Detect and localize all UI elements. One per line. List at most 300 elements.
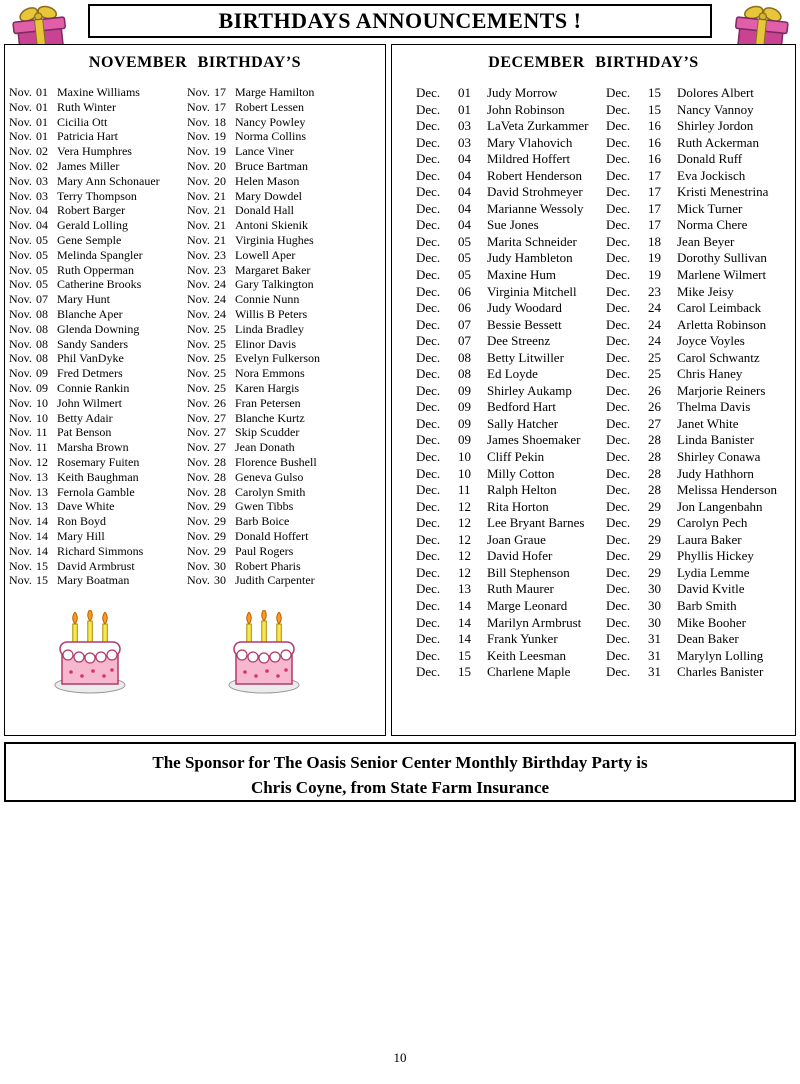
birthday-row [9, 514, 185, 529]
birthday-month: Dec. [416, 118, 441, 134]
birthday-name: Marianne Wessoly [487, 200, 584, 216]
birthday-row [416, 85, 604, 102]
birthday-month: Dec. [416, 233, 441, 249]
birthday-day: 26 [214, 395, 226, 410]
birthday-name: Karen Hargis [235, 380, 300, 395]
birthday-row [606, 449, 794, 466]
birthday-name: Marjorie Reiners [677, 382, 766, 398]
birthday-month: Nov. [187, 395, 210, 410]
birthday-day: 21 [214, 232, 226, 247]
birthday-day: 25 [214, 321, 226, 336]
birthday-row [187, 100, 383, 115]
birthday-month: Dec. [416, 449, 441, 465]
birthday-day: 24 [648, 300, 661, 316]
birthday-month: Dec. [416, 267, 441, 283]
birthday-row [9, 366, 185, 381]
birthday-day: 27 [214, 410, 226, 425]
birthday-name: Milly Cotton [487, 465, 555, 481]
birthday-row [187, 455, 383, 470]
birthday-row [606, 515, 794, 532]
birthday-month: Dec. [416, 415, 441, 431]
birthday-day: 30 [648, 614, 661, 630]
birthday-month: Nov. [9, 188, 32, 203]
birthday-day: 03 [458, 118, 471, 134]
birthday-name: Arletta Robinson [677, 316, 767, 332]
birthday-month: Dec. [416, 548, 441, 564]
birthday-row [9, 203, 185, 218]
birthday-month: Dec. [416, 333, 441, 349]
birthday-name: Gwen Tibbs [235, 499, 294, 514]
birthday-name: Keith Leesman [487, 647, 567, 663]
birthday-month: Nov. [187, 321, 210, 336]
birthday-name: Connie Rankin [57, 380, 130, 395]
birthday-name: Lydia Lemme [677, 564, 750, 580]
birthday-day: 17 [648, 167, 661, 183]
birthday-name: Linda Bradley [235, 321, 304, 336]
birthday-day: 01 [458, 101, 471, 117]
birthday-row [9, 144, 185, 159]
birthday-day: 12 [458, 548, 471, 564]
birthday-row [416, 664, 604, 681]
birthday-name: Mary Hunt [57, 292, 110, 307]
birthday-month: Nov. [187, 351, 210, 366]
birthday-day: 24 [214, 277, 226, 292]
birthday-row [9, 337, 185, 352]
birthday-row [9, 499, 185, 514]
birthday-name: David Kvitle [677, 581, 745, 597]
birthday-name: Nora Emmons [235, 366, 305, 381]
birthday-row [9, 351, 185, 366]
birthday-name: Marilyn Armbrust [487, 614, 582, 630]
birthday-row [416, 284, 604, 301]
birthday-month: Dec. [416, 399, 441, 415]
birthday-row [606, 350, 794, 367]
birthday-day: 05 [458, 233, 471, 249]
birthday-day: 17 [648, 217, 661, 233]
birthday-day: 09 [458, 415, 471, 431]
birthday-month: Nov. [9, 543, 32, 558]
birthday-month: Dec. [416, 664, 441, 680]
birthday-month: Nov. [9, 573, 32, 588]
birthday-month: Nov. [187, 484, 210, 499]
birthday-name: Laura Baker [677, 531, 742, 547]
birthday-row [416, 581, 604, 598]
birthday-row [416, 118, 604, 135]
birthday-month: Nov. [187, 380, 210, 395]
birthday-row [416, 565, 604, 582]
birthday-name: Janet White [677, 415, 739, 431]
birthday-name: Carolyn Pech [677, 515, 748, 531]
birthday-name: Melissa Henderson [677, 482, 778, 498]
birthday-row [9, 174, 185, 189]
birthday-name: Mike Booher [677, 614, 746, 630]
birthday-month: Dec. [416, 432, 441, 448]
birthday-row [187, 366, 383, 381]
november-column-1 [9, 85, 185, 588]
birthday-row [9, 559, 185, 574]
birthday-row [416, 598, 604, 615]
birthday-row [187, 203, 383, 218]
birthday-month: Nov. [187, 173, 210, 188]
birthday-name: Marita Schneider [487, 233, 577, 249]
birthday-day: 02 [36, 144, 48, 159]
birthday-day: 27 [214, 425, 226, 440]
birthday-row [9, 189, 185, 204]
birthday-row [187, 174, 383, 189]
birthday-cake-icon [51, 610, 129, 696]
birthday-row [606, 399, 794, 416]
birthday-month: Nov. [9, 558, 32, 573]
birthday-day: 31 [648, 647, 661, 663]
birthday-name: Norma Chere [677, 217, 748, 233]
birthday-row [606, 168, 794, 185]
birthday-day: 18 [214, 114, 226, 129]
birthday-day: 28 [214, 454, 226, 469]
birthday-month: Dec. [606, 597, 631, 613]
birthday-row [187, 396, 383, 411]
birthday-name: Mary Vlahovich [487, 134, 573, 150]
birthday-name: David Armbrust [57, 558, 135, 573]
birthday-day: 17 [648, 200, 661, 216]
birthday-day: 04 [458, 217, 471, 233]
birthday-day: 25 [214, 380, 226, 395]
page-number: 10 [393, 1050, 407, 1065]
birthday-day: 29 [648, 515, 661, 531]
birthday-name: Frank Yunker [487, 631, 558, 647]
birthday-day: 01 [36, 129, 48, 144]
birthday-row [606, 383, 794, 400]
birthday-day: 29 [648, 564, 661, 580]
birthday-name: Sally Hatcher [487, 415, 559, 431]
birthday-month: Nov. [9, 292, 32, 307]
birthday-day: 20 [214, 158, 226, 173]
birthday-row [187, 411, 383, 426]
birthday-row [606, 482, 794, 499]
birthday-row [9, 470, 185, 485]
birthday-row [606, 466, 794, 483]
birthday-row [416, 466, 604, 483]
birthday-month: Nov. [9, 158, 32, 173]
birthday-row [606, 284, 794, 301]
december-heading: DECEMBER BIRTHDAY’S [488, 54, 699, 71]
birthday-day: 28 [648, 449, 661, 465]
birthday-row [606, 416, 794, 433]
birthday-month: Dec. [606, 200, 631, 216]
birthday-month: Nov. [9, 218, 32, 233]
birthday-row [187, 159, 383, 174]
birthday-day: 06 [458, 300, 471, 316]
birthday-day: 09 [458, 382, 471, 398]
birthday-name: Jean Donath [235, 440, 295, 455]
birthday-row [187, 263, 383, 278]
birthday-day: 06 [458, 283, 471, 299]
birthday-name: Bedford Hart [487, 399, 556, 415]
birthday-row [187, 277, 383, 292]
birthday-name: Gene Semple [57, 232, 122, 247]
birthday-month: Dec. [606, 267, 631, 283]
birthday-day: 09 [458, 432, 471, 448]
birthday-name: Rita Horton [487, 498, 549, 514]
birthday-row [187, 85, 383, 100]
birthday-day: 09 [458, 399, 471, 415]
birthday-row [416, 317, 604, 334]
birthday-row [9, 233, 185, 248]
birthday-month: Dec. [416, 250, 441, 266]
birthday-row [416, 135, 604, 152]
birthday-row [9, 85, 185, 100]
birthday-month: Nov. [9, 425, 32, 440]
birthday-name: Patricia Hart [57, 129, 118, 144]
birthday-row [187, 470, 383, 485]
birthday-day: 01 [36, 85, 48, 99]
birthday-day: 09 [36, 366, 48, 381]
birthday-row [606, 432, 794, 449]
birthday-name: LaVeta Zurkammer [487, 118, 589, 134]
birthday-row [9, 485, 185, 500]
birthday-day: 21 [214, 203, 226, 218]
birthday-day: 10 [458, 449, 471, 465]
birthday-row [416, 631, 604, 648]
birthday-month: Nov. [9, 528, 32, 543]
birthday-name: Mildred Hoffert [487, 151, 571, 167]
birthday-day: 14 [36, 543, 48, 558]
birthday-day: 03 [36, 188, 48, 203]
birthday-month: Nov. [187, 232, 210, 247]
birthday-name: Eva Jockisch [677, 167, 746, 183]
birthday-month: Dec. [606, 515, 631, 531]
birthday-day: 31 [648, 631, 661, 647]
birthday-month: Dec. [606, 134, 631, 150]
birthday-name: Chris Haney [677, 366, 743, 382]
birthday-row [416, 333, 604, 350]
birthday-name: Carolyn Smith [235, 484, 306, 499]
birthday-name: Virginia Mitchell [487, 283, 577, 299]
birthday-row [416, 416, 604, 433]
birthday-day: 17 [648, 184, 661, 200]
birthday-row [416, 102, 604, 119]
birthday-name: Antoni Skienik [235, 218, 309, 233]
birthday-month: Nov. [9, 306, 32, 321]
birthday-name: Bruce Bartman [235, 158, 308, 173]
birthday-name: Barb Smith [677, 597, 737, 613]
birthday-day: 08 [36, 336, 48, 351]
birthday-row [187, 233, 383, 248]
birthday-month: Nov. [187, 247, 210, 262]
birthday-month: Dec. [416, 597, 441, 613]
birthday-month: Nov. [9, 144, 32, 159]
birthday-day: 04 [458, 167, 471, 183]
birthday-day: 16 [648, 134, 661, 150]
birthday-month: Dec. [416, 184, 441, 200]
birthday-month: Nov. [187, 425, 210, 440]
birthday-name: Marsha Brown [57, 440, 129, 455]
birthday-month: Nov. [9, 395, 32, 410]
birthday-day: 04 [36, 203, 48, 218]
birthday-month: Nov. [187, 573, 210, 588]
birthday-day: 10 [36, 395, 48, 410]
birthday-row [416, 366, 604, 383]
birthday-month: Dec. [606, 366, 631, 382]
sponsor-box [4, 742, 796, 802]
birthday-row [187, 485, 383, 500]
birthday-day: 17 [214, 99, 226, 114]
birthday-month: Nov. [9, 262, 32, 277]
birthday-name: Ralph Helton [487, 482, 557, 498]
birthday-name: Cliff Pekin [487, 449, 545, 465]
birthday-row [416, 184, 604, 201]
birthday-month: Dec. [606, 449, 631, 465]
birthday-day: 04 [458, 200, 471, 216]
birthday-month: Dec. [416, 134, 441, 150]
birthday-name: Marlene Wilmert [677, 267, 767, 283]
birthday-name: Mike Jeisy [677, 283, 734, 299]
birthday-month: Nov. [9, 336, 32, 351]
birthday-name: Ron Boyd [57, 514, 107, 529]
birthday-row [606, 581, 794, 598]
birthday-day: 24 [214, 292, 226, 307]
birthday-month: Dec. [416, 614, 441, 630]
birthday-month: Nov. [9, 129, 32, 144]
birthday-name: Nancy Vannoy [677, 101, 754, 117]
birthday-row [416, 151, 604, 168]
birthday-month: Nov. [9, 321, 32, 336]
birthday-name: Elinor Davis [235, 336, 296, 351]
birthday-row [9, 307, 185, 322]
birthday-row [187, 189, 383, 204]
birthday-row [187, 144, 383, 159]
birthday-row [187, 425, 383, 440]
birthday-row [606, 317, 794, 334]
birthday-name: Kristi Menestrina [677, 184, 769, 200]
birthday-month: Nov. [187, 262, 210, 277]
birthday-month: Nov. [9, 514, 32, 529]
birthday-day: 04 [458, 151, 471, 167]
birthday-name: Vera Humphres [57, 144, 132, 159]
birthday-row [606, 184, 794, 201]
birthday-day: 12 [458, 498, 471, 514]
birthday-name: James Shoemaker [487, 432, 581, 448]
birthday-month: Dec. [416, 498, 441, 514]
birthday-day: 30 [648, 597, 661, 613]
birthday-row [416, 217, 604, 234]
birthday-row [9, 440, 185, 455]
birthday-name: Gerald Lolling [57, 218, 128, 233]
birthday-row [187, 115, 383, 130]
november-column-2 [187, 85, 383, 588]
birthday-month: Dec. [606, 349, 631, 365]
birthday-month: Dec. [416, 200, 441, 216]
birthday-month: Dec. [416, 85, 441, 100]
birthday-name: Mary Boatman [57, 573, 130, 588]
birthday-day: 15 [36, 573, 48, 588]
birthday-day: 23 [214, 262, 226, 277]
birthday-day: 14 [458, 631, 471, 647]
birthday-name: Robert Henderson [487, 167, 582, 183]
birthday-day: 28 [214, 484, 226, 499]
birthday-day: 10 [36, 410, 48, 425]
birthday-row [416, 648, 604, 665]
birthday-day: 25 [214, 366, 226, 381]
birthday-day: 12 [458, 515, 471, 531]
birthday-name: Phyllis Hickey [677, 548, 754, 564]
birthday-month: Nov. [187, 158, 210, 173]
birthday-day: 21 [214, 188, 226, 203]
birthday-day: 04 [36, 218, 48, 233]
birthday-month: Dec. [606, 482, 631, 498]
birthday-month: Nov. [187, 129, 210, 144]
birthday-day: 09 [36, 380, 48, 395]
birthday-month: Nov. [9, 277, 32, 292]
birthday-row [9, 425, 185, 440]
birthday-month: Dec. [606, 167, 631, 183]
birthday-name: Joyce Voyles [677, 333, 745, 349]
birthday-month: Dec. [416, 515, 441, 531]
birthday-name: Charles Banister [677, 664, 764, 680]
birthday-day: 05 [36, 277, 48, 292]
sponsor-line-2: Chris Coyne, from State Farm Insurance [250, 778, 550, 797]
birthday-month: Dec. [606, 118, 631, 134]
birthday-name: Maxine Williams [57, 85, 140, 99]
birthday-name: Blanche Kurtz [235, 410, 305, 425]
birthday-day: 01 [458, 85, 471, 100]
birthday-row [187, 218, 383, 233]
birthday-row [416, 201, 604, 218]
birthday-row [416, 383, 604, 400]
birthday-name: Betty Litwiller [487, 349, 564, 365]
birthday-row [416, 234, 604, 251]
birthday-month: Dec. [416, 151, 441, 167]
birthday-month: Dec. [606, 614, 631, 630]
birthday-row [416, 615, 604, 632]
birthday-row [416, 532, 604, 549]
birthday-name: Mary Hill [57, 528, 105, 543]
birthday-month: Dec. [416, 101, 441, 117]
birthday-month: Nov. [9, 484, 32, 499]
birthday-month: Nov. [187, 469, 210, 484]
birthday-month: Dec. [416, 349, 441, 365]
birthday-name: Mary Ann Schonauer [57, 173, 160, 188]
birthday-name: Nancy Powley [235, 114, 306, 129]
birthday-day: 14 [36, 514, 48, 529]
birthday-month: Nov. [9, 85, 32, 99]
birthday-month: Dec. [416, 300, 441, 316]
birthday-month: Nov. [9, 114, 32, 129]
birthday-day: 29 [214, 528, 226, 543]
birthday-name: David Hofer [487, 548, 553, 564]
birthday-month: Dec. [606, 465, 631, 481]
birthday-row [9, 129, 185, 144]
birthday-month: Dec. [606, 333, 631, 349]
birthday-name: Donald Hoffert [235, 528, 309, 543]
birthday-month: Nov. [9, 440, 32, 455]
birthday-row [606, 648, 794, 665]
birthday-name: Mary Dowdel [235, 188, 302, 203]
birthday-row [187, 381, 383, 396]
birthday-name: Ruth Maurer [487, 581, 554, 597]
birthday-month: Dec. [606, 184, 631, 200]
birthday-row [187, 292, 383, 307]
birthday-name: Shirley Aukamp [487, 382, 572, 398]
birthday-month: Dec. [606, 564, 631, 580]
birthday-month: Dec. [606, 151, 631, 167]
birthday-row [416, 399, 604, 416]
birthday-row [187, 514, 383, 529]
birthday-month: Dec. [416, 465, 441, 481]
birthday-name: Fran Petersen [235, 395, 301, 410]
birthday-day: 26 [648, 382, 661, 398]
birthday-month: Dec. [606, 382, 631, 398]
birthday-month: Dec. [606, 316, 631, 332]
